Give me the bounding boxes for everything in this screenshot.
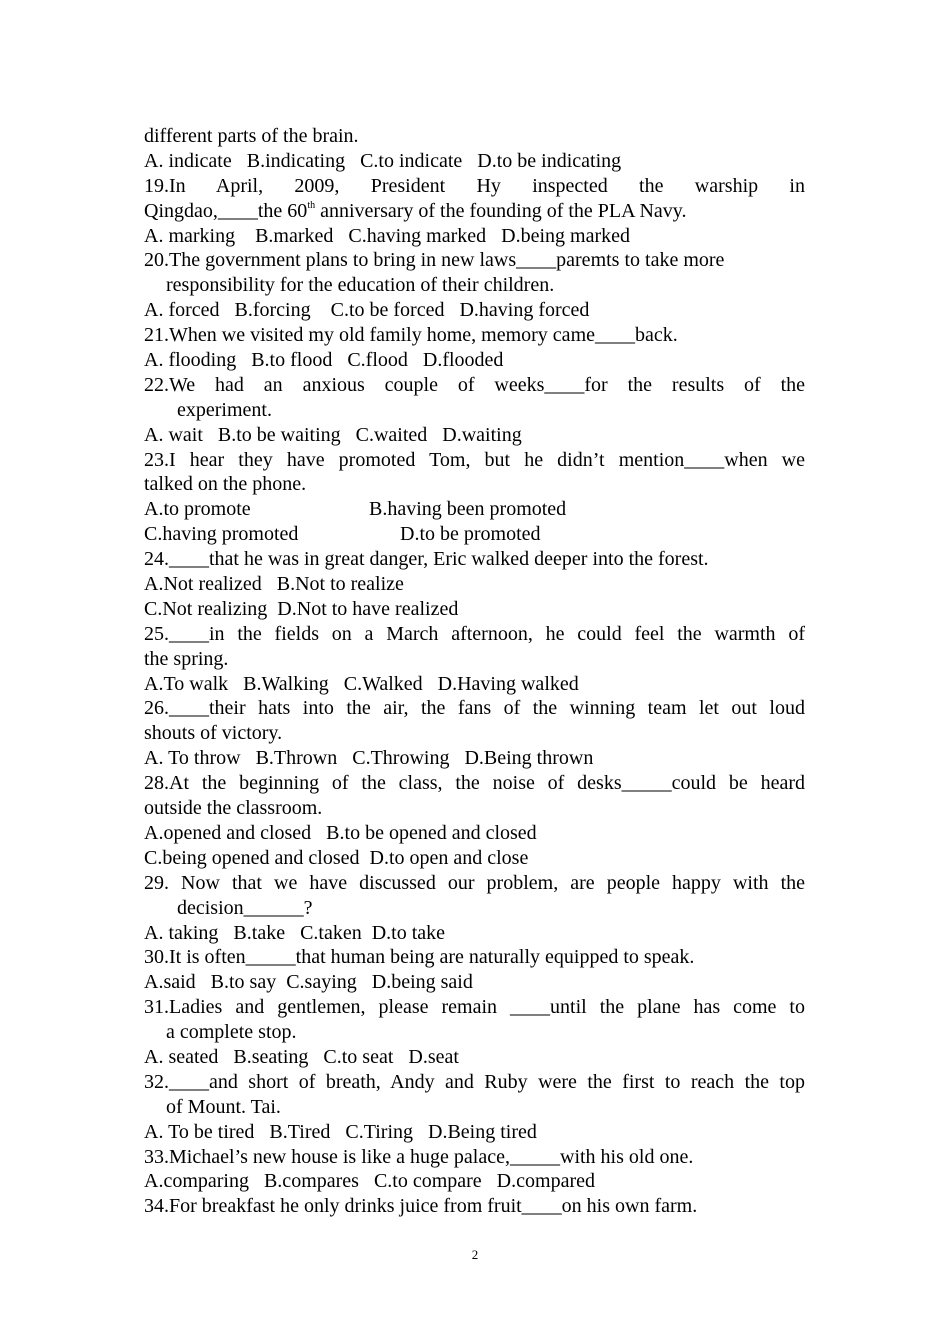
answer-options: A.comparing B.compares C.to compare D.compared — [144, 1170, 595, 1193]
document-body — [144, 124, 805, 1219]
text-line: different parts of the brain. — [144, 125, 359, 147]
answer-options: A. forced B.forcing C.to be forced D.having forced — [144, 299, 590, 322]
question-21: 21.When we visited my old family home, memory came____back. — [144, 324, 678, 347]
answer-options: A.opened and closed B.to be opened and closed — [144, 821, 537, 844]
option-c: C.having promoted — [144, 523, 299, 546]
question-26: 26.____their hats into the air, the fans of the winning team let out loud — [144, 697, 805, 720]
superscript: th — [307, 199, 316, 211]
option-b: B.having been promoted — [369, 498, 567, 521]
question-19-continued — [144, 199, 805, 224]
answer-options — [144, 497, 805, 522]
option-d: D.to be promoted — [400, 523, 541, 546]
answer-options: C.being opened and closed D.to open and close — [144, 846, 529, 869]
answer-options: A. taking B.take C.taken D.to take — [144, 921, 446, 944]
answer-options: A. seated B.seating C.to seat D.seat — [144, 1045, 459, 1068]
question-32: 32.____and short of breath, Andy and Ruby were the first to reach the top — [144, 1070, 805, 1093]
question-31: 31.Ladies and gentlemen, please remain ____until the plane has come to — [144, 996, 805, 1019]
question-34: 34.For breakfast he only drinks juice from fruit____on his own farm. — [144, 1195, 698, 1218]
option-a: A.to promote — [144, 498, 251, 521]
question-20: 20.The government plans to bring in new laws____paremts to take more — [144, 249, 725, 272]
answer-options: A. indicate B.indicating C.to indicate D.to be indicating — [144, 149, 622, 172]
question-29: 29. Now that we have discussed our problem, are people happy with the — [144, 871, 805, 894]
question-29-continued: decision______? — [177, 896, 313, 919]
answer-options: A. marking B.marked C.having marked D.being marked — [144, 224, 630, 247]
question-25-continued: the spring. — [144, 647, 229, 670]
text-segment: anniversary of the founding of the PLA Navy. — [315, 199, 687, 222]
question-22-continued: experiment. — [177, 398, 272, 421]
question-32-continued: of Mount. Tai. — [166, 1095, 281, 1118]
answer-options — [144, 522, 805, 547]
question-30: 30.It is often_____that human being are naturally equipped to speak. — [144, 946, 695, 969]
question-22: 22.We had an anxious couple of weeks____for the results of the — [144, 373, 805, 396]
answer-options: A.Not realized B.Not to realize — [144, 573, 404, 596]
question-24: 24.____that he was in great danger, Eric walked deeper into the forest. — [144, 548, 709, 571]
answer-options: A.said B.to say C.saying D.being said — [144, 971, 473, 994]
answer-options: A. To be tired B.Tired C.Tiring D.Being tired — [144, 1120, 537, 1143]
question-23-continued: talked on the phone. — [144, 473, 307, 496]
answer-options: A. To throw B.Thrown C.Throwing D.Being thrown — [144, 747, 594, 770]
question-26-continued: shouts of victory. — [144, 722, 283, 745]
answer-options: A. wait B.to be waiting C.waited D.waiting — [144, 423, 522, 446]
answer-options: A. flooding B.to flood C.flood D.flooded — [144, 349, 504, 372]
page-number: 2 — [471, 1247, 479, 1262]
question-19: 19.In April, 2009, President Hy inspected the warship in — [144, 174, 805, 197]
answer-options: A.To walk B.Walking C.Walked D.Having walked — [144, 672, 579, 695]
question-28-continued: outside the classroom. — [144, 797, 323, 820]
question-25: 25.____in the fields on a March afternoon, he could feel the warmth of — [144, 622, 805, 645]
text-segment: Qingdao,____the 60 — [144, 199, 308, 222]
question-23: 23.I hear they have promoted Tom, but he didn’t mention____when we — [144, 448, 805, 471]
question-31-continued: a complete stop. — [166, 1021, 297, 1044]
answer-options: C.Not realizing D.Not to have realized — [144, 597, 459, 620]
question-20-continued: responsibility for the education of their children. — [166, 274, 555, 297]
question-28: 28.At the beginning of the class, the noise of desks_____could be heard — [144, 772, 805, 795]
question-33: 33.Michael’s new house is like a huge palace,_____with his old one. — [144, 1145, 694, 1168]
